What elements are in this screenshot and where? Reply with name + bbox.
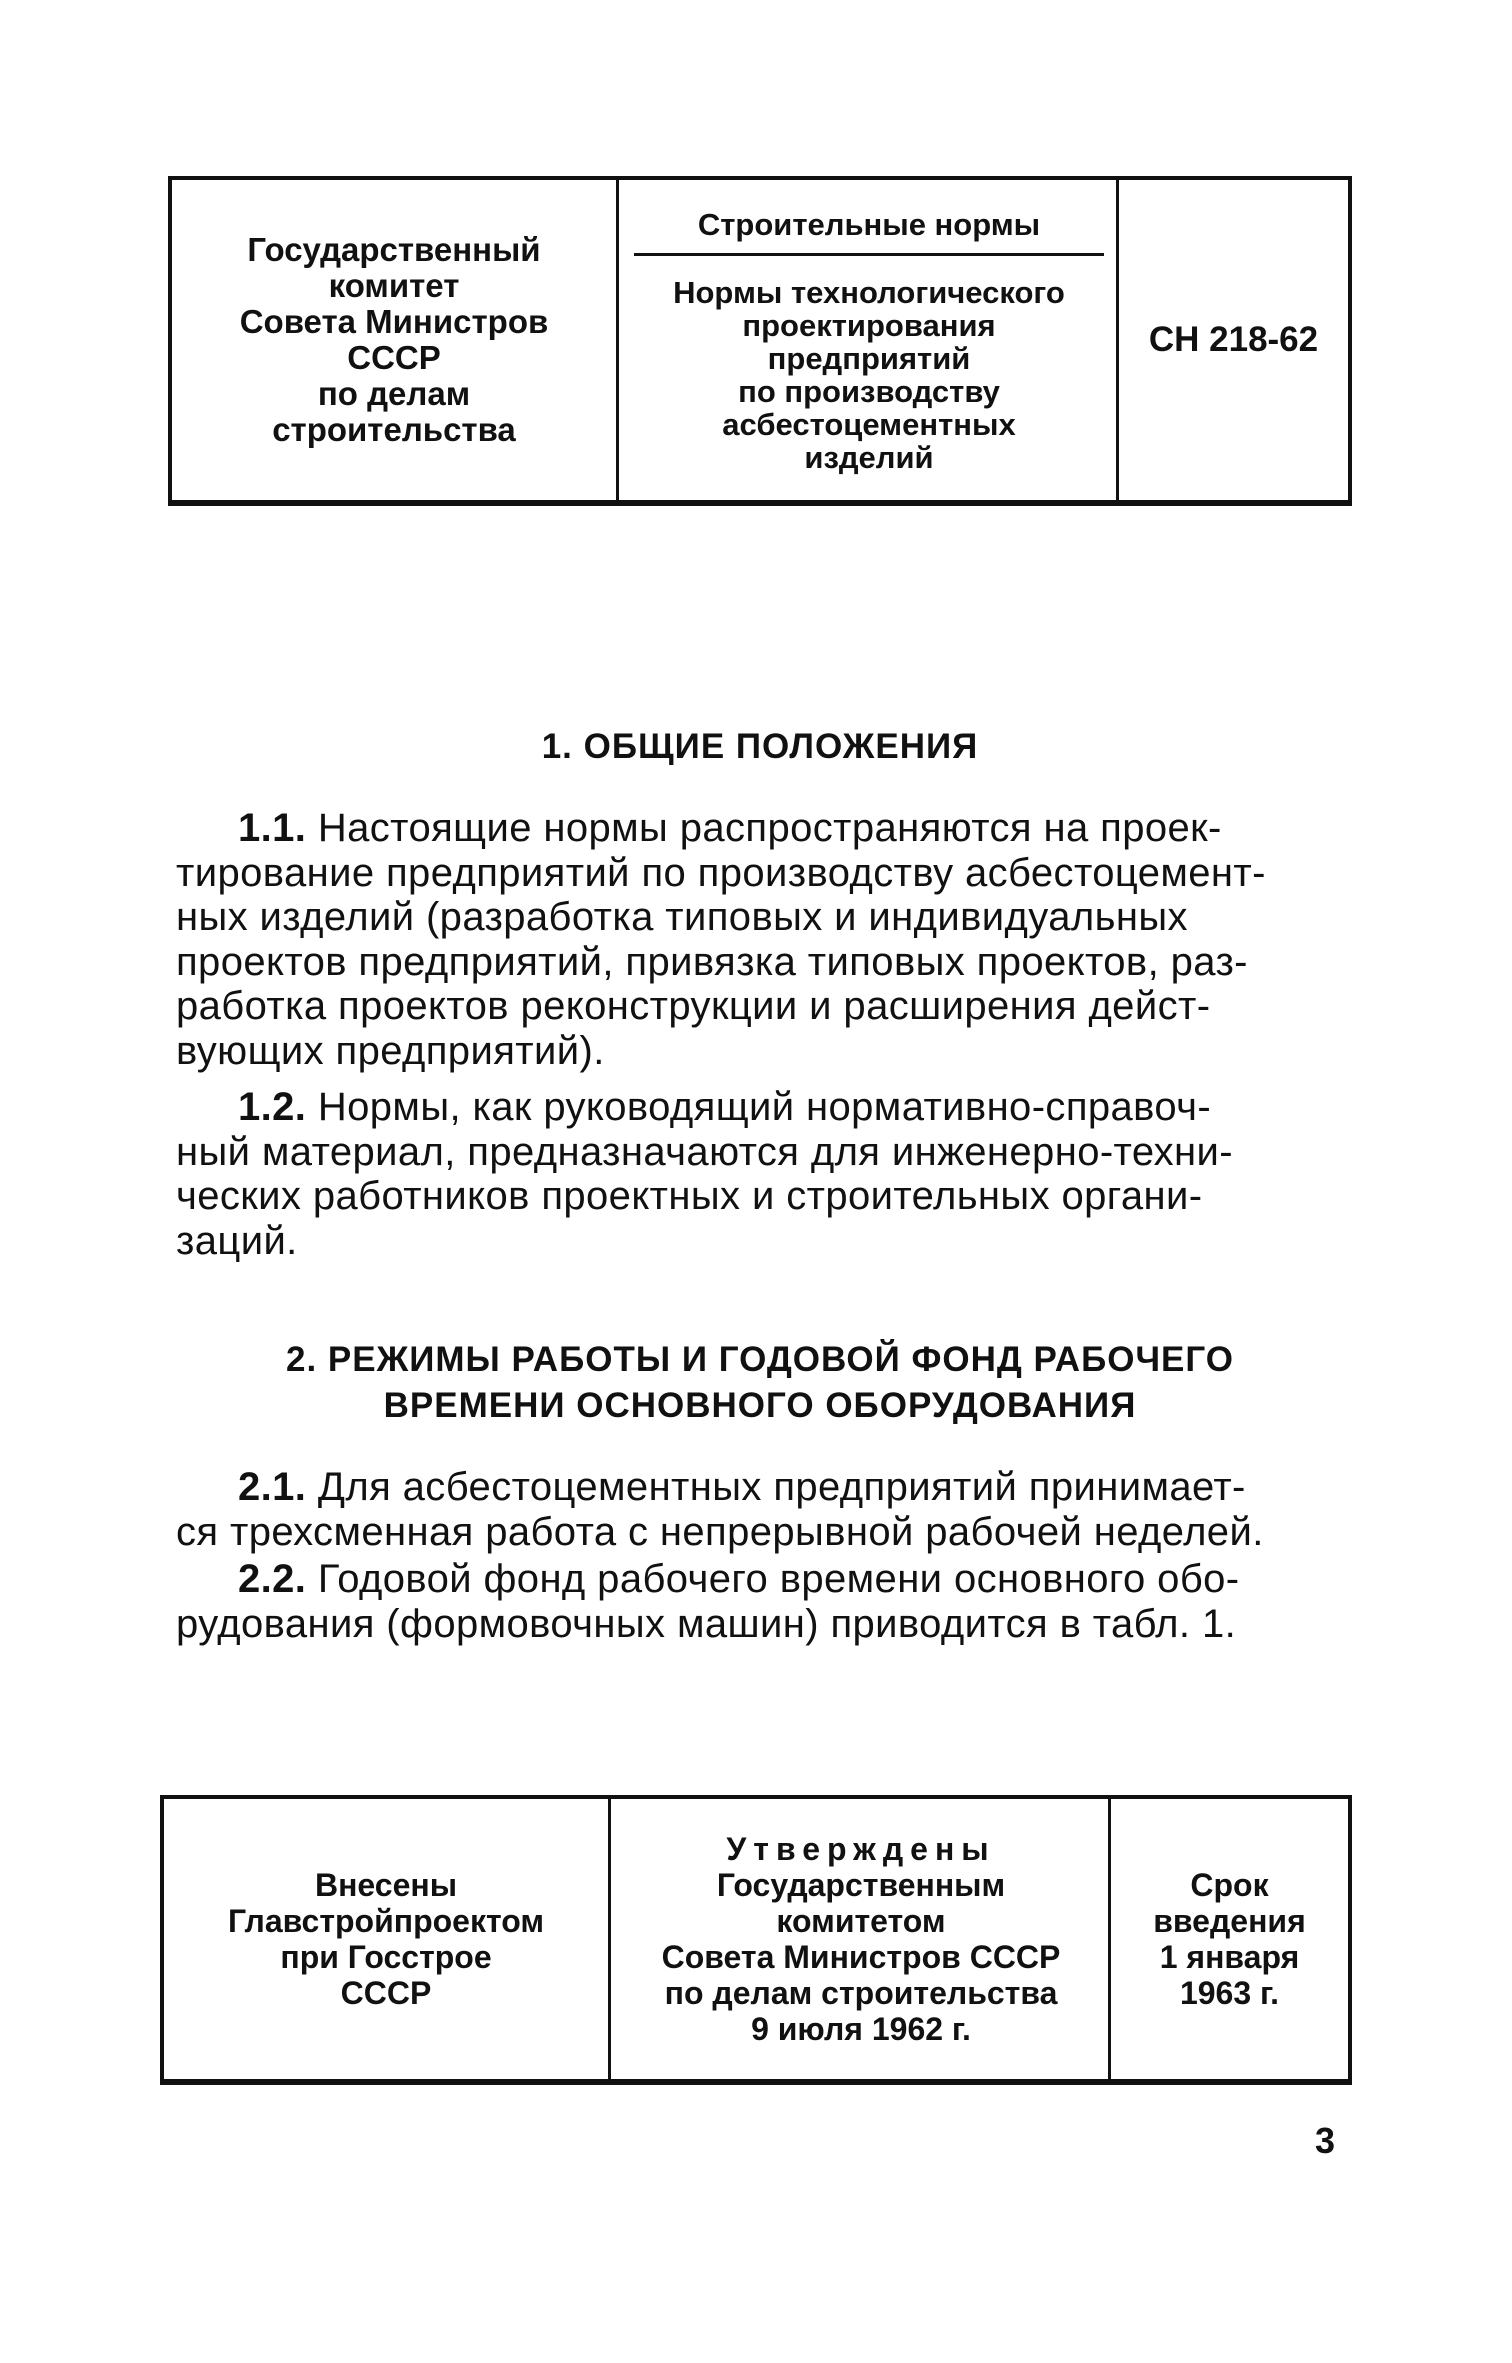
authority-line: комитет (328, 267, 460, 304)
heading-line: ВРЕМЕНИ ОСНОВНОГО ОБОРУДОВАНИЯ (383, 1386, 1137, 1425)
approved-line: 9 июля 1962 г. (751, 2011, 971, 2047)
paragraph-line: ся трехсменная работа с непрерывной рабочей неделей. (176, 1509, 1264, 1554)
effective-line: 1 января (1159, 1939, 1300, 1975)
authority-line: Государственный (247, 231, 541, 268)
paragraph-line: ный материал, предназначаются для инженерно-техни- (176, 1129, 1233, 1174)
approved-cell (608, 1799, 1111, 2079)
paragraph-line: Нормы, как руководящий нормативно-справоч- (306, 1085, 1212, 1129)
authority-line: Совета Министров (239, 303, 549, 340)
introduced-cell (164, 1799, 608, 2079)
paragraph-line: заций. (176, 1218, 298, 1263)
title-line: Нормы технологического (673, 274, 1065, 310)
effective-line: Срок (1190, 1867, 1269, 1903)
title-line: проектирования (742, 307, 996, 343)
approved-line: по делам строительства (664, 1975, 1058, 2011)
paragraph-line: Настоящие нормы распространяются на проек- (306, 806, 1222, 850)
paragraph-line: ных изделий (разработка типовых и индивидуальных (176, 895, 1188, 939)
paragraph-1-2 (176, 1085, 1346, 1263)
title-line: по производству (738, 373, 1000, 409)
approved-title: Утверждены (726, 1831, 996, 1867)
footer-table (160, 1795, 1352, 2085)
paragraph-number: 2.2. (238, 1557, 307, 1601)
paragraph-number: 2.1. (238, 1465, 307, 1509)
introduced-line: при Госстрое (280, 1939, 492, 1975)
authority-line: по делам (317, 375, 471, 412)
authority-line: СССР (347, 339, 441, 376)
introduced-line: Внесены (314, 1867, 458, 1903)
paragraph-2-1 (176, 1465, 1346, 1554)
approved-line: Государственным (716, 1867, 1006, 1903)
paragraph-line: рудования (формовочных машин) приводится в табл. 1. (176, 1601, 1237, 1646)
paragraph-line: тирование предприятий по производству асбестоцемент- (176, 850, 1266, 895)
paragraph-line: Для асбестоцементных предприятий принимает- (306, 1465, 1246, 1509)
authority-cell (172, 180, 616, 500)
paragraph-line: вующих предприятий). (176, 1028, 605, 1073)
approved-line: Совета Министров СССР (661, 1939, 1061, 1975)
paragraph-number: 1.2. (238, 1085, 307, 1129)
paragraph-line: проектов предприятий, привязка типовых проектов, раз- (176, 939, 1248, 984)
paragraph-number: 1.1. (238, 806, 307, 850)
header-table (168, 176, 1352, 506)
paragraph-line: Годовой фонд рабочего времени основного обо- (306, 1557, 1240, 1601)
code-cell (1116, 180, 1348, 500)
effective-line: 1963 г. (1179, 1975, 1280, 2011)
paragraph-1-1 (176, 806, 1346, 1073)
document-code: СН 218-62 (1148, 320, 1319, 359)
title-line: предприятий (767, 340, 971, 376)
heading-line: 2. РЕЖИМЫ РАБОТЫ И ГОДОВОЙ ФОНД РАБОЧЕГО (285, 1340, 1235, 1379)
paragraph-line: работка проектов реконструкции и расширения дейст- (176, 984, 1211, 1028)
authority-line: строительства (272, 411, 516, 448)
section-2-heading (168, 1337, 1352, 1429)
introduced-line: СССР (340, 1975, 432, 2011)
category-label: Строительные нормы (634, 207, 1104, 256)
approved-line: комитетом (776, 1903, 946, 1939)
page-number: 3 (1315, 2120, 1336, 2161)
section-1-heading: 1. ОБЩИЕ ПОЛОЖЕНИЯ (541, 727, 979, 766)
introduced-line: Главстройпроектом (227, 1903, 545, 1939)
title-line: изделий (804, 439, 934, 475)
effective-date-cell (1108, 1799, 1348, 2079)
paragraph-2-2 (176, 1557, 1346, 1646)
title-cell (616, 180, 1119, 500)
effective-line: введения (1153, 1903, 1306, 1939)
title-line: асбестоцементных (722, 406, 1016, 442)
paragraph-line: ческих работников проектных и строительных органи- (176, 1174, 1203, 1218)
